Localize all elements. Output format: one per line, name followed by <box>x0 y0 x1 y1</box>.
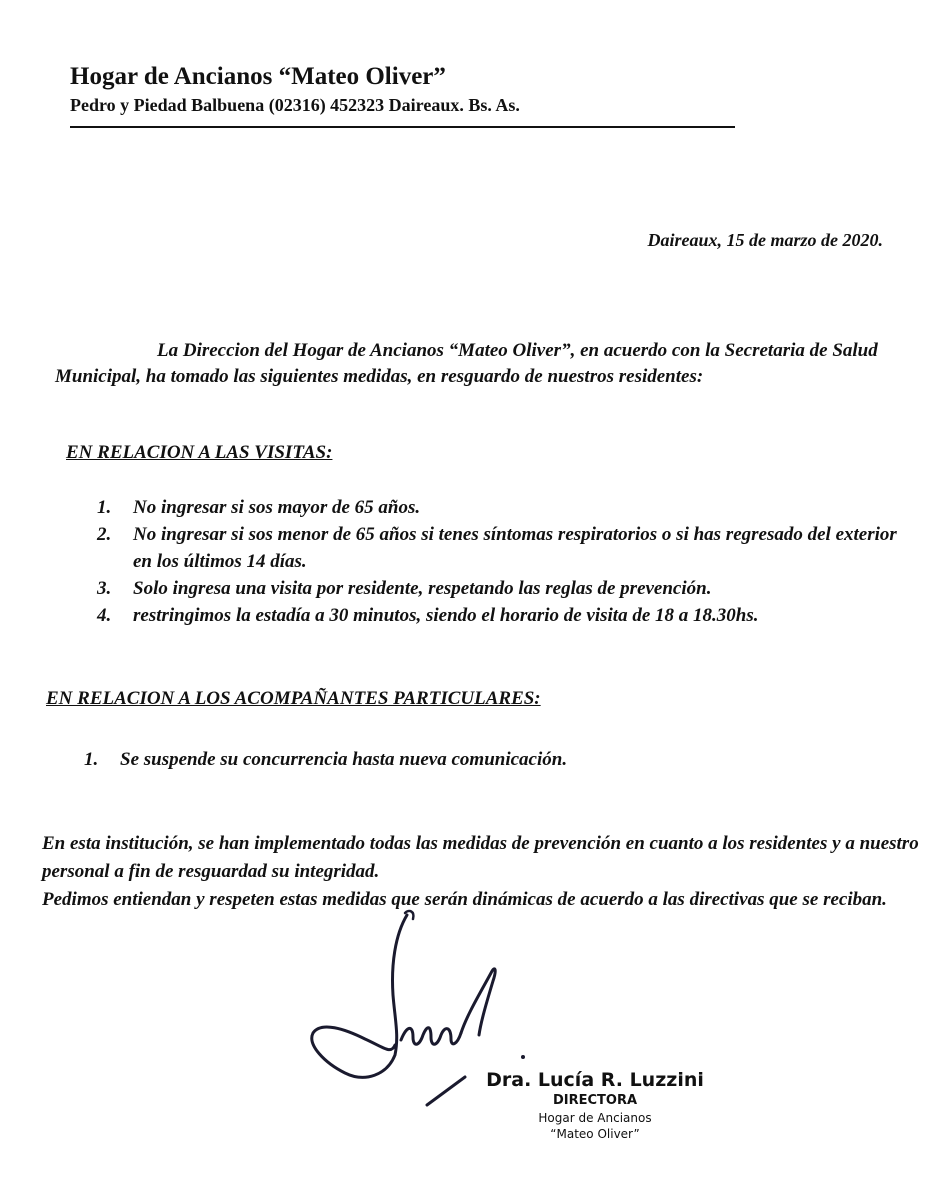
companions-section-title: EN RELACION A LOS ACOMPAÑANTES PARTICULARES: <box>46 688 541 709</box>
letterhead-rule <box>70 126 735 128</box>
list-item-number: 1. <box>97 497 112 518</box>
list-item-text: No ingresar si sos mayor de 65 años. <box>133 497 421 518</box>
visits-section-title: EN RELACION A LAS VISITAS: <box>66 442 333 463</box>
signer-org-line-1: Hogar de Ancianos <box>538 1111 652 1125</box>
list-item-text: restringimos la estadía a 30 minutos, siendo el horario de visita de 18 a 18.30hs. <box>133 605 759 626</box>
list-item-number: 3. <box>97 578 112 599</box>
signer-org-line-2: “Mateo Oliver” <box>550 1127 640 1141</box>
list-item-text: Solo ingresa una visita por residente, respetando las reglas de prevención. <box>133 578 712 599</box>
visits-rules-list <box>97 494 902 629</box>
list-item-number: 4. <box>97 605 112 626</box>
closing-paragraph <box>42 830 922 914</box>
list-item <box>97 602 902 629</box>
companions-rules-list <box>84 746 889 773</box>
list-item <box>84 746 889 773</box>
org-address: Pedro y Piedad Balbuena (02316) 452323 Daireaux. Bs. As. <box>70 95 520 115</box>
intro-paragraph: La Direccion del Hogar de Ancianos “Mateo Oliver”, en acuerdo con la Secretaria de Salud Municipal, ha tomado las siguientes medidas, en resguardo de nuestros residentes: <box>55 340 878 387</box>
org-name: Hogar de Ancianos “Mateo Oliver” <box>70 63 446 90</box>
list-item <box>97 494 902 521</box>
signer-name: Dra. Lucía R. Luzzini <box>486 1069 704 1091</box>
list-item <box>97 521 902 575</box>
closing-text-2: Pedimos entiendan y respeten estas medidas que serán dinámicas de acuerdo a las directivas que se reciban. <box>42 889 887 910</box>
list-item-number: 2. <box>97 524 112 545</box>
list-item-number: 1. <box>84 749 99 770</box>
letter-date: Daireaux, 15 de marzo de 2020. <box>647 230 883 250</box>
list-item-text: No ingresar si sos menor de 65 años si tenes síntomas respiratorios o si has regresado del exterior en los últimos 14 días. <box>133 524 897 572</box>
list-item <box>97 575 902 602</box>
list-item-text: Se suspende su concurrencia hasta nueva comunicación. <box>120 749 568 770</box>
signature-block <box>480 1068 710 1142</box>
closing-text-1: En esta institución, se han implementado todas las medidas de prevención en cuanto a los residentes y a nuestro personal a fin de resguardad su integridad. <box>42 833 919 882</box>
letterhead <box>70 62 735 118</box>
signer-role: DIRECTORA <box>552 1093 638 1108</box>
